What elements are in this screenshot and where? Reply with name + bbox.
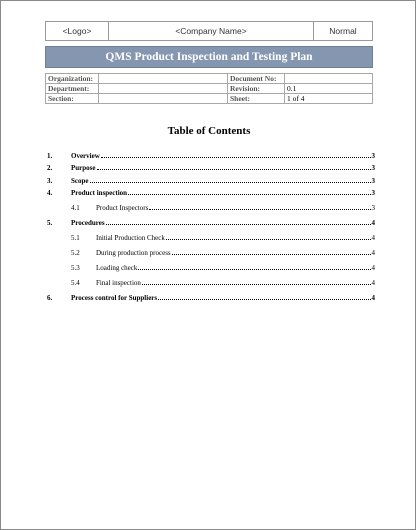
toc-text: Loading check: [96, 264, 138, 272]
toc-item-final-inspection[interactable]: [45, 275, 375, 288]
toc-text: Initial Production Check: [96, 234, 165, 242]
info-row: [46, 94, 373, 104]
document-no-label: Document No:: [228, 74, 285, 84]
toc-text: Product inspection: [71, 189, 128, 197]
toc-text: During production process: [96, 249, 171, 257]
toc-number: 1.: [47, 151, 53, 160]
toc-page: 4: [371, 234, 375, 242]
document-title: QMS Product Inspection and Testing Plan: [45, 46, 373, 68]
toc-item-initial-production-check[interactable]: [45, 230, 375, 243]
toc-page: 3: [371, 164, 375, 172]
toc-title: Table of Contents: [167, 125, 251, 137]
toc-text: Scope: [71, 176, 89, 185]
organization-value: [99, 74, 228, 84]
organization-label: Organization:: [46, 74, 99, 84]
toc-item-scope[interactable]: [45, 172, 375, 185]
toc-item-during-production-process[interactable]: [45, 245, 375, 258]
toc-page: 4: [371, 249, 375, 257]
document-info-table: [45, 73, 373, 104]
toc-number: 5.2: [71, 249, 80, 257]
toc-page: 3: [371, 204, 375, 212]
toc-item-process-control-suppliers[interactable]: [45, 290, 375, 303]
toc-page: 4: [371, 219, 375, 227]
toc-page: 3: [371, 189, 375, 197]
toc-number: 5.3: [71, 264, 80, 272]
department-label: Department:: [46, 84, 99, 94]
toc-number: 4.: [47, 189, 53, 197]
toc-text: Procedures: [71, 219, 105, 227]
toc-text: Purpose: [71, 164, 96, 172]
section-label: Section:: [46, 94, 99, 104]
toc-number: 5.4: [71, 279, 80, 287]
toc-text: Overview: [71, 151, 100, 160]
document-header: [45, 21, 373, 41]
toc-item-product-inspection[interactable]: [45, 185, 375, 198]
toc-page: 4: [371, 279, 375, 287]
sheet-label: Sheet:: [228, 94, 285, 104]
department-value: [99, 84, 228, 94]
toc-text: Final inspection: [96, 279, 141, 287]
toc-page: 4: [371, 264, 375, 272]
sheet-value: 1 of 4: [285, 94, 373, 104]
status-label: Normal: [329, 26, 357, 36]
toc-number: 3.: [47, 176, 53, 185]
toc-number: 5.1: [71, 234, 80, 242]
info-row: [46, 84, 373, 94]
toc-item-loading-check[interactable]: [45, 260, 375, 273]
toc-number: 4.1: [71, 204, 80, 212]
company-name-placeholder: <Company Name>: [109, 22, 314, 40]
table-of-contents: [45, 147, 375, 302]
info-row: [46, 74, 373, 84]
toc-item-purpose[interactable]: [45, 160, 375, 173]
toc-page: 4: [371, 294, 375, 302]
toc-text: Product Inspectors: [96, 204, 149, 212]
revision-value: 0.1: [285, 84, 373, 94]
toc-item-product-inspectors[interactable]: [45, 200, 375, 213]
revision-label: Revision:: [228, 84, 285, 94]
toc-page: 3: [371, 176, 375, 185]
toc-page: 3: [371, 151, 375, 160]
document-no-value: [285, 74, 373, 84]
section-value: [99, 94, 228, 104]
toc-number: 6.: [47, 294, 53, 302]
logo-placeholder: <Logo>: [46, 22, 109, 40]
toc-number: 5.: [47, 219, 53, 227]
toc-item-procedures[interactable]: [45, 215, 375, 228]
toc-number: 2.: [47, 164, 53, 172]
toc-text: Process control for Suppliers: [71, 294, 158, 302]
toc-item-overview[interactable]: [45, 147, 375, 160]
